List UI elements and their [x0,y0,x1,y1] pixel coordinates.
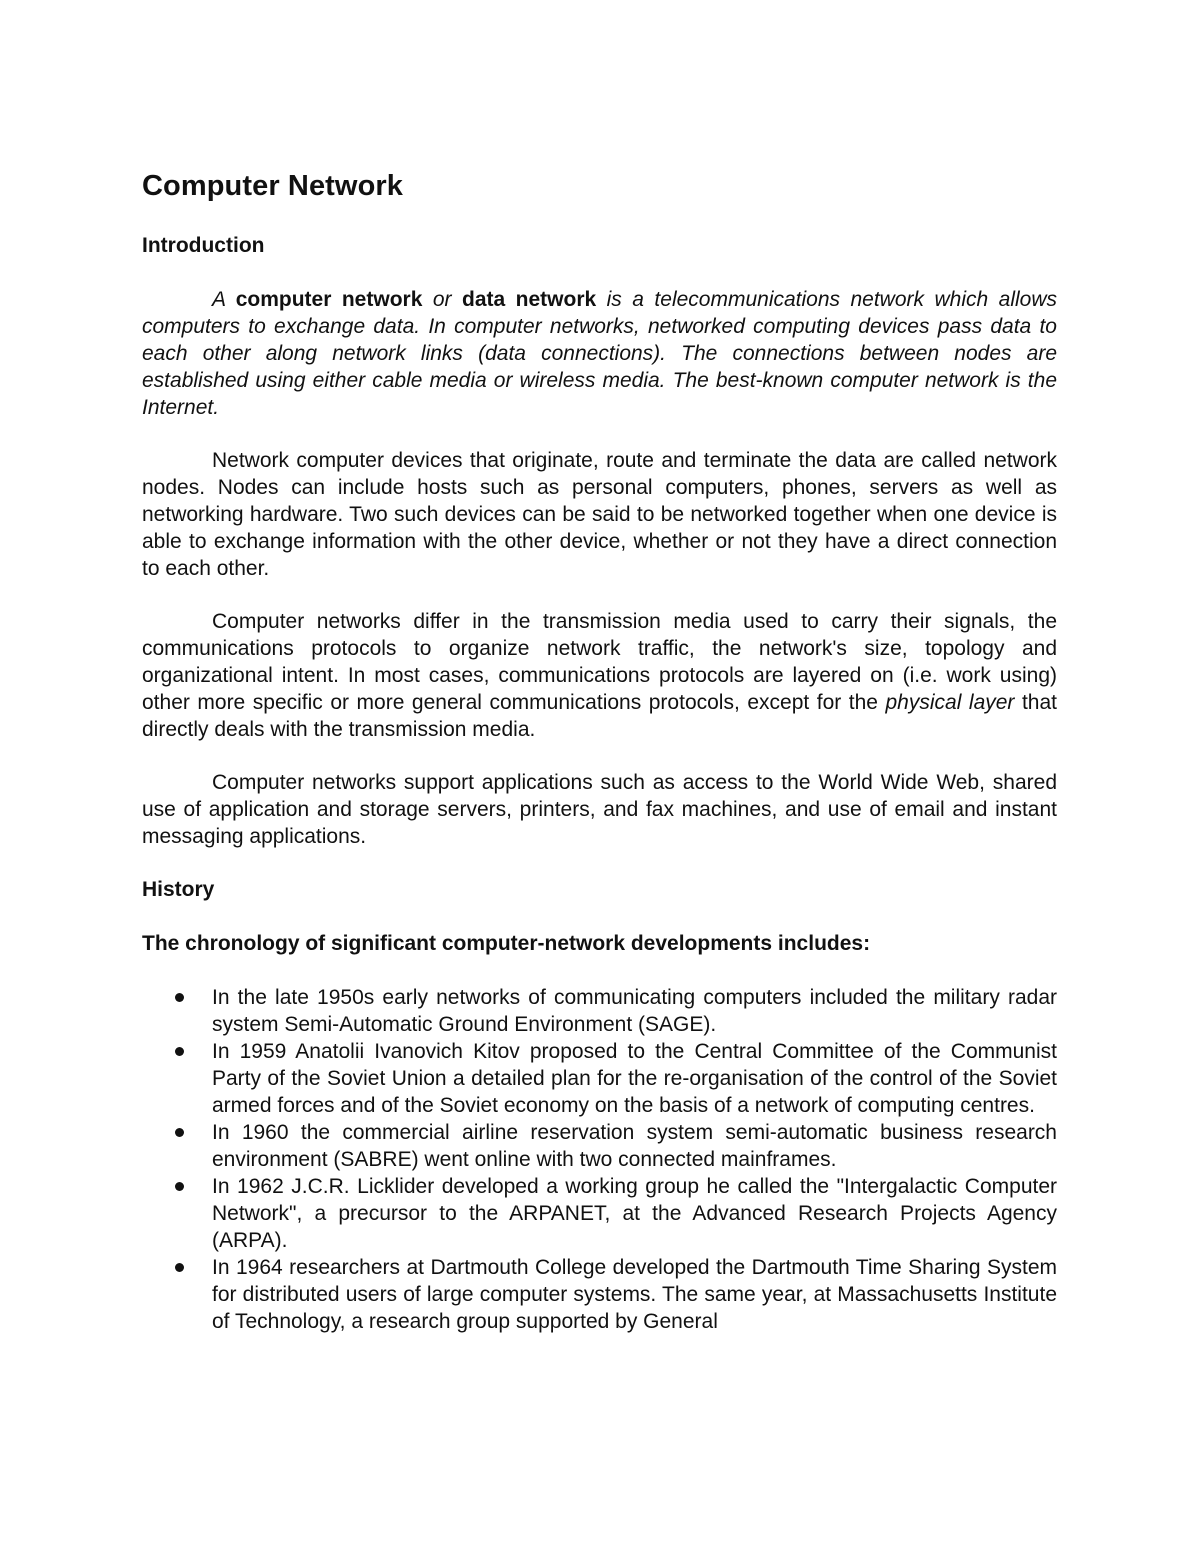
list-item-text: In 1960 the commercial airline reservation system semi-automatic business research environment (SABRE) went online with two connected mainframes. [212,1121,1057,1171]
p3-before: Computer networks differ in the transmission media used to carry their signals, the communications protocols to organize network traffic, the network's size, topology and organizational intent. In most cases, communications protocols are layered on (i.e. work using) other more specific or more general communications protocols, except for the [142,610,1057,714]
p3-after: that directly deals with the transmission media. [142,691,1057,741]
chronology-heading: The chronology of significant computer-network developments includes: [142,932,871,955]
history-list [142,984,1057,1335]
list-item [142,1119,1057,1173]
term-physical-layer: physical layer [885,691,1015,714]
document-page [142,164,1057,1335]
list-item [142,1038,1057,1119]
p1-article: A [212,288,236,311]
list-item [142,984,1057,1038]
introduction-paragraph-3 [142,608,1057,743]
list-item [142,1254,1057,1335]
term-computer-network: computer network [235,288,423,311]
introduction-paragraph-1 [142,286,1057,421]
list-item-text: In 1962 J.C.R. Licklider developed a working group he called the "Intergalactic Computer Network", a precursor to the ARPANET, at the Advanced Research Projects Agency (ARPA). [212,1175,1057,1252]
list-item-text: In 1959 Anatolii Ivanovich Kitov proposed to the Central Committee of the Communist Party of the Soviet Union a detailed plan for the re-organisation of the control of the Soviet armed forces and of the Soviet economy on the basis of a network of computing centres. [212,1040,1057,1117]
bullet-icon [175,1128,184,1137]
list-item-text: In the late 1950s early networks of communicating computers included the military radar system Semi-Automatic Ground Environment (SAGE). [212,986,1057,1036]
p1-rest: is a telecommunications network which allows computers to exchange data. In computer networks, networked computing devices pass data to each other along network links (data connections). The connections between nodes are established using either cable media or wireless media. The best-known computer network is the Internet. [142,288,1058,419]
term-data-network: data network [462,288,597,311]
document-title: Computer Network [142,170,404,202]
bullet-icon [175,993,184,1002]
introduction-paragraph-4: Computer networks support applications such as access to the World Wide Web, shared use of application and storage servers, printers, and fax machines, and use of email and instant messaging applications. [142,771,1057,848]
introduction-paragraph-2: Network computer devices that originate, route and terminate the data are called network nodes. Nodes can include hosts such as personal computers, phones, servers as well as networking hardware. Two such devices can be said to be networked together when one device is able to exchange information with the other device, whether or not they have a direct connection to each other. [142,449,1057,580]
history-heading: History [142,878,215,901]
list-item-text: In 1964 researchers at Dartmouth College developed the Dartmouth Time Sharing System for distributed users of large computer systems. The same year, at Massachusetts Institute of Technology, a research group supported by General [212,1256,1057,1333]
list-item [142,1173,1057,1254]
p1-or: or [422,288,462,311]
bullet-icon [175,1182,184,1191]
bullet-icon [175,1047,184,1056]
bullet-icon [175,1263,184,1272]
introduction-heading: Introduction [142,234,265,257]
